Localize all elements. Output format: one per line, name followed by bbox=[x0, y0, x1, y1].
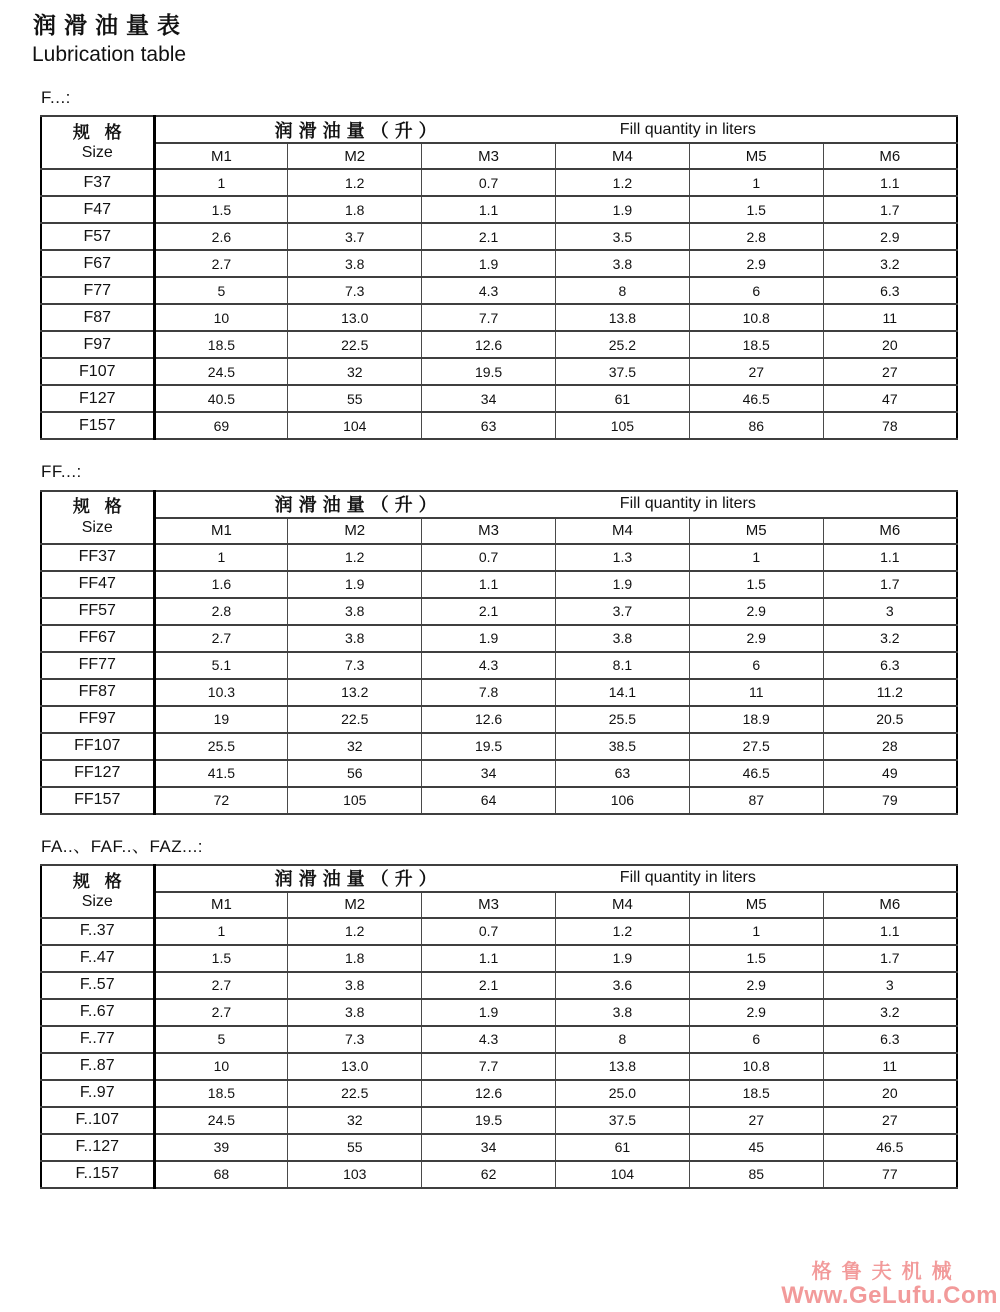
size-cell: F37 bbox=[41, 169, 154, 196]
value-cell: 1.5 bbox=[689, 945, 823, 972]
size-column-header bbox=[41, 116, 154, 169]
watermark-url: Www.GeLufu.Com bbox=[781, 1281, 998, 1309]
value-cell: 1.1 bbox=[823, 169, 957, 196]
value-cell: 64 bbox=[422, 787, 556, 814]
value-cell: 1.8 bbox=[288, 196, 422, 223]
table-row bbox=[41, 706, 957, 733]
value-cell: 1.9 bbox=[555, 945, 689, 972]
value-cell: 1.2 bbox=[555, 169, 689, 196]
value-cell: 11 bbox=[823, 1053, 957, 1080]
value-cell: 3.2 bbox=[823, 999, 957, 1026]
table-row bbox=[41, 679, 957, 706]
value-cell: 3.8 bbox=[555, 250, 689, 277]
column-header-m3: M3 bbox=[422, 143, 556, 169]
size-cell: F157 bbox=[41, 412, 154, 439]
value-cell: 2.7 bbox=[154, 250, 288, 277]
value-cell: 49 bbox=[823, 760, 957, 787]
fill-quantity-label-en: Fill quantity in liters bbox=[619, 869, 756, 887]
value-cell: 62 bbox=[422, 1161, 556, 1188]
value-cell: 19 bbox=[154, 706, 288, 733]
table-row bbox=[41, 598, 957, 625]
table-row bbox=[41, 304, 957, 331]
value-cell: 1.7 bbox=[823, 196, 957, 223]
watermark-company: 格鲁夫机械 bbox=[811, 1260, 962, 1283]
value-cell: 20 bbox=[823, 1080, 957, 1107]
value-cell: 3 bbox=[823, 972, 957, 999]
size-cell: F97 bbox=[41, 331, 154, 358]
value-cell: 1 bbox=[154, 544, 288, 571]
value-cell: 2.8 bbox=[154, 598, 288, 625]
value-cell: 2.1 bbox=[422, 223, 556, 250]
value-cell: 22.5 bbox=[288, 331, 422, 358]
value-cell: 1.1 bbox=[422, 945, 556, 972]
lubrication-table-fa-faf-faz bbox=[40, 864, 958, 1189]
value-cell: 63 bbox=[555, 760, 689, 787]
value-cell: 13.8 bbox=[555, 304, 689, 331]
section-heading-fa-faf-faz: FA..、FAF..、FAZ...: bbox=[41, 836, 204, 856]
value-cell: 104 bbox=[555, 1161, 689, 1188]
value-cell: 2.7 bbox=[154, 625, 288, 652]
value-cell: 1.5 bbox=[154, 945, 288, 972]
value-cell: 1.7 bbox=[823, 571, 957, 598]
table-row bbox=[41, 169, 957, 196]
fill-quantity-header bbox=[154, 116, 957, 143]
table-row bbox=[41, 196, 957, 223]
column-header-m6: M6 bbox=[823, 892, 957, 918]
value-cell: 105 bbox=[288, 787, 422, 814]
table-row bbox=[41, 787, 957, 814]
value-cell: 2.7 bbox=[154, 999, 288, 1026]
value-cell: 12.6 bbox=[422, 1080, 556, 1107]
size-cell: F..57 bbox=[41, 972, 154, 999]
value-cell: 1.8 bbox=[288, 945, 422, 972]
size-cell: FF47 bbox=[41, 571, 154, 598]
value-cell: 6.3 bbox=[823, 1026, 957, 1053]
value-cell: 1.9 bbox=[422, 625, 556, 652]
value-cell: 1.6 bbox=[154, 571, 288, 598]
table-header-row bbox=[41, 116, 957, 143]
value-cell: 1.2 bbox=[288, 918, 422, 945]
size-column-header bbox=[41, 865, 154, 918]
value-cell: 12.6 bbox=[422, 706, 556, 733]
value-cell: 2.1 bbox=[422, 972, 556, 999]
value-cell: 37.5 bbox=[555, 1107, 689, 1134]
value-cell: 20 bbox=[823, 331, 957, 358]
value-cell: 8 bbox=[555, 1026, 689, 1053]
size-cell: F..157 bbox=[41, 1161, 154, 1188]
value-cell: 1.1 bbox=[422, 571, 556, 598]
value-cell: 46.5 bbox=[689, 385, 823, 412]
value-cell: 1.2 bbox=[555, 918, 689, 945]
size-cell: F87 bbox=[41, 304, 154, 331]
table-row bbox=[41, 571, 957, 598]
value-cell: 1.1 bbox=[823, 544, 957, 571]
size-cell: F..67 bbox=[41, 999, 154, 1026]
size-label-zh: 规 格 bbox=[72, 497, 127, 517]
value-cell: 3.6 bbox=[555, 972, 689, 999]
table-row bbox=[41, 652, 957, 679]
value-cell: 27 bbox=[689, 1107, 823, 1134]
value-cell: 22.5 bbox=[288, 706, 422, 733]
column-header-m4: M4 bbox=[555, 892, 689, 918]
value-cell: 25.5 bbox=[154, 733, 288, 760]
value-cell: 11 bbox=[689, 679, 823, 706]
table-row bbox=[41, 972, 957, 999]
value-cell: 104 bbox=[288, 412, 422, 439]
fill-quantity-label-en: Fill quantity in liters bbox=[619, 495, 756, 513]
value-cell: 39 bbox=[154, 1134, 288, 1161]
table-row bbox=[41, 412, 957, 439]
fill-quantity-header bbox=[154, 865, 957, 892]
table-row bbox=[41, 625, 957, 652]
table-row bbox=[41, 760, 957, 787]
value-cell: 56 bbox=[288, 760, 422, 787]
value-cell: 2.9 bbox=[689, 250, 823, 277]
value-cell: 19.5 bbox=[422, 1107, 556, 1134]
value-cell: 4.3 bbox=[422, 1026, 556, 1053]
table-row bbox=[41, 250, 957, 277]
value-cell: 6.3 bbox=[823, 652, 957, 679]
column-header-m2: M2 bbox=[288, 143, 422, 169]
value-cell: 3.7 bbox=[555, 598, 689, 625]
value-cell: 1.7 bbox=[823, 945, 957, 972]
column-header-m5: M5 bbox=[689, 518, 823, 544]
value-cell: 32 bbox=[288, 733, 422, 760]
size-cell: F57 bbox=[41, 223, 154, 250]
value-cell: 86 bbox=[689, 412, 823, 439]
column-header-m1: M1 bbox=[154, 143, 288, 169]
value-cell: 3.2 bbox=[823, 250, 957, 277]
value-cell: 8.1 bbox=[555, 652, 689, 679]
page-title-en: Lubrication table bbox=[32, 42, 187, 66]
value-cell: 77 bbox=[823, 1161, 957, 1188]
size-label-en: Size bbox=[81, 893, 113, 911]
value-cell: 2.9 bbox=[689, 972, 823, 999]
value-cell: 2.1 bbox=[422, 598, 556, 625]
value-cell: 6 bbox=[689, 652, 823, 679]
value-cell: 19.5 bbox=[422, 358, 556, 385]
size-cell: FF37 bbox=[41, 544, 154, 571]
value-cell: 41.5 bbox=[154, 760, 288, 787]
value-cell: 1.2 bbox=[288, 544, 422, 571]
lubrication-table-f bbox=[40, 115, 958, 440]
table-row bbox=[41, 385, 957, 412]
value-cell: 10 bbox=[154, 1053, 288, 1080]
value-cell: 1.2 bbox=[288, 169, 422, 196]
value-cell: 55 bbox=[288, 1134, 422, 1161]
value-cell: 18.5 bbox=[154, 331, 288, 358]
value-cell: 18.5 bbox=[689, 331, 823, 358]
value-cell: 34 bbox=[422, 1134, 556, 1161]
value-cell: 1.3 bbox=[555, 544, 689, 571]
column-header-m5: M5 bbox=[689, 143, 823, 169]
value-cell: 11 bbox=[823, 304, 957, 331]
column-header-m1: M1 bbox=[154, 518, 288, 544]
size-cell: F127 bbox=[41, 385, 154, 412]
table-row bbox=[41, 358, 957, 385]
value-cell: 3.2 bbox=[823, 625, 957, 652]
value-cell: 22.5 bbox=[288, 1080, 422, 1107]
value-cell: 3.8 bbox=[288, 972, 422, 999]
value-cell: 13.8 bbox=[555, 1053, 689, 1080]
size-cell: F..77 bbox=[41, 1026, 154, 1053]
value-cell: 1 bbox=[689, 544, 823, 571]
size-cell: FF57 bbox=[41, 598, 154, 625]
value-cell: 13.0 bbox=[288, 1053, 422, 1080]
value-cell: 3.8 bbox=[288, 598, 422, 625]
table-row bbox=[41, 544, 957, 571]
size-cell: F67 bbox=[41, 250, 154, 277]
size-cell: F107 bbox=[41, 358, 154, 385]
value-cell: 2.7 bbox=[154, 972, 288, 999]
value-cell: 1 bbox=[689, 918, 823, 945]
table-row bbox=[41, 1107, 957, 1134]
value-cell: 1.5 bbox=[689, 196, 823, 223]
size-label-en: Size bbox=[81, 144, 113, 162]
value-cell: 7.3 bbox=[288, 652, 422, 679]
m-columns-row bbox=[41, 143, 957, 169]
m-columns-row bbox=[41, 518, 957, 544]
value-cell: 2.6 bbox=[154, 223, 288, 250]
value-cell: 1.1 bbox=[823, 918, 957, 945]
value-cell: 3.8 bbox=[288, 625, 422, 652]
table-row bbox=[41, 277, 957, 304]
value-cell: 45 bbox=[689, 1134, 823, 1161]
column-header-m3: M3 bbox=[422, 518, 556, 544]
column-header-m6: M6 bbox=[823, 143, 957, 169]
value-cell: 2.9 bbox=[823, 223, 957, 250]
fill-quantity-label-en: Fill quantity in liters bbox=[619, 120, 756, 138]
size-cell: FF67 bbox=[41, 625, 154, 652]
value-cell: 79 bbox=[823, 787, 957, 814]
value-cell: 25.0 bbox=[555, 1080, 689, 1107]
value-cell: 10 bbox=[154, 304, 288, 331]
value-cell: 24.5 bbox=[154, 1107, 288, 1134]
value-cell: 85 bbox=[689, 1161, 823, 1188]
value-cell: 12.6 bbox=[422, 331, 556, 358]
value-cell: 0.7 bbox=[422, 169, 556, 196]
table-row bbox=[41, 999, 957, 1026]
value-cell: 6.3 bbox=[823, 277, 957, 304]
column-header-m2: M2 bbox=[288, 892, 422, 918]
value-cell: 5 bbox=[154, 1026, 288, 1053]
column-header-m2: M2 bbox=[288, 518, 422, 544]
value-cell: 18.5 bbox=[154, 1080, 288, 1107]
value-cell: 3.8 bbox=[288, 250, 422, 277]
value-cell: 61 bbox=[555, 385, 689, 412]
size-cell: F47 bbox=[41, 196, 154, 223]
column-header-m6: M6 bbox=[823, 518, 957, 544]
value-cell: 18.9 bbox=[689, 706, 823, 733]
value-cell: 5.1 bbox=[154, 652, 288, 679]
table-row bbox=[41, 733, 957, 760]
table-row bbox=[41, 1080, 957, 1107]
size-column-header bbox=[41, 491, 154, 544]
value-cell: 32 bbox=[288, 358, 422, 385]
table-row bbox=[41, 945, 957, 972]
section-heading-ff: FF...: bbox=[41, 462, 82, 482]
size-cell: FF87 bbox=[41, 679, 154, 706]
column-header-m4: M4 bbox=[555, 143, 689, 169]
fill-quantity-label-zh: 润滑油量（升） bbox=[274, 869, 443, 890]
value-cell: 25.2 bbox=[555, 331, 689, 358]
size-cell: FF97 bbox=[41, 706, 154, 733]
value-cell: 7.7 bbox=[422, 304, 556, 331]
value-cell: 47 bbox=[823, 385, 957, 412]
value-cell: 4.3 bbox=[422, 652, 556, 679]
value-cell: 4.3 bbox=[422, 277, 556, 304]
value-cell: 69 bbox=[154, 412, 288, 439]
value-cell: 1 bbox=[689, 169, 823, 196]
size-cell: F77 bbox=[41, 277, 154, 304]
value-cell: 8 bbox=[555, 277, 689, 304]
size-cell: FF157 bbox=[41, 787, 154, 814]
value-cell: 18.5 bbox=[689, 1080, 823, 1107]
value-cell: 105 bbox=[555, 412, 689, 439]
column-header-m1: M1 bbox=[154, 892, 288, 918]
value-cell: 10.3 bbox=[154, 679, 288, 706]
value-cell: 1.9 bbox=[555, 571, 689, 598]
size-label-en: Size bbox=[81, 518, 113, 536]
value-cell: 103 bbox=[288, 1161, 422, 1188]
section-heading-f: F...: bbox=[41, 87, 71, 107]
m-columns-row bbox=[41, 892, 957, 918]
value-cell: 3.5 bbox=[555, 223, 689, 250]
value-cell: 3.8 bbox=[555, 999, 689, 1026]
size-label-zh: 规 格 bbox=[72, 871, 127, 891]
value-cell: 68 bbox=[154, 1161, 288, 1188]
column-header-m5: M5 bbox=[689, 892, 823, 918]
value-cell: 19.5 bbox=[422, 733, 556, 760]
value-cell: 63 bbox=[422, 412, 556, 439]
value-cell: 3.8 bbox=[288, 999, 422, 1026]
column-header-m3: M3 bbox=[422, 892, 556, 918]
value-cell: 32 bbox=[288, 1107, 422, 1134]
size-cell: FF77 bbox=[41, 652, 154, 679]
value-cell: 1.9 bbox=[555, 196, 689, 223]
value-cell: 6 bbox=[689, 1026, 823, 1053]
value-cell: 2.9 bbox=[689, 598, 823, 625]
value-cell: 40.5 bbox=[154, 385, 288, 412]
table-header-row bbox=[41, 491, 957, 518]
table-row bbox=[41, 1053, 957, 1080]
value-cell: 87 bbox=[689, 787, 823, 814]
value-cell: 106 bbox=[555, 787, 689, 814]
table-row bbox=[41, 918, 957, 945]
value-cell: 7.3 bbox=[288, 277, 422, 304]
value-cell: 1.9 bbox=[422, 250, 556, 277]
value-cell: 20.5 bbox=[823, 706, 957, 733]
value-cell: 27 bbox=[823, 358, 957, 385]
value-cell: 3.7 bbox=[288, 223, 422, 250]
value-cell: 10.8 bbox=[689, 1053, 823, 1080]
value-cell: 34 bbox=[422, 385, 556, 412]
value-cell: 10.8 bbox=[689, 304, 823, 331]
size-cell: F..47 bbox=[41, 945, 154, 972]
value-cell: 1.5 bbox=[154, 196, 288, 223]
table-row bbox=[41, 223, 957, 250]
value-cell: 1.1 bbox=[422, 196, 556, 223]
value-cell: 34 bbox=[422, 760, 556, 787]
size-cell: FF127 bbox=[41, 760, 154, 787]
value-cell: 1.9 bbox=[422, 999, 556, 1026]
value-cell: 78 bbox=[823, 412, 957, 439]
value-cell: 1 bbox=[154, 169, 288, 196]
watermark bbox=[781, 1261, 998, 1308]
value-cell: 3 bbox=[823, 598, 957, 625]
size-cell: F..37 bbox=[41, 918, 154, 945]
value-cell: 25.5 bbox=[555, 706, 689, 733]
value-cell: 38.5 bbox=[555, 733, 689, 760]
table-header-row bbox=[41, 865, 957, 892]
value-cell: 27.5 bbox=[689, 733, 823, 760]
value-cell: 7.8 bbox=[422, 679, 556, 706]
value-cell: 14.1 bbox=[555, 679, 689, 706]
value-cell: 1.9 bbox=[288, 571, 422, 598]
value-cell: 2.9 bbox=[689, 999, 823, 1026]
fill-quantity-label-zh: 润滑油量（升） bbox=[274, 495, 443, 516]
size-cell: FF107 bbox=[41, 733, 154, 760]
fill-quantity-label-zh: 润滑油量（升） bbox=[274, 120, 443, 141]
lubrication-table-ff bbox=[40, 490, 958, 815]
value-cell: 3.8 bbox=[555, 625, 689, 652]
value-cell: 0.7 bbox=[422, 544, 556, 571]
value-cell: 7.7 bbox=[422, 1053, 556, 1080]
table-row bbox=[41, 1134, 957, 1161]
value-cell: 27 bbox=[689, 358, 823, 385]
size-cell: F..87 bbox=[41, 1053, 154, 1080]
value-cell: 37.5 bbox=[555, 358, 689, 385]
value-cell: 11.2 bbox=[823, 679, 957, 706]
value-cell: 0.7 bbox=[422, 918, 556, 945]
value-cell: 27 bbox=[823, 1107, 957, 1134]
size-cell: F..127 bbox=[41, 1134, 154, 1161]
value-cell: 5 bbox=[154, 277, 288, 304]
value-cell: 46.5 bbox=[689, 760, 823, 787]
fill-quantity-header bbox=[154, 491, 957, 518]
value-cell: 1 bbox=[154, 918, 288, 945]
value-cell: 7.3 bbox=[288, 1026, 422, 1053]
value-cell: 46.5 bbox=[823, 1134, 957, 1161]
value-cell: 6 bbox=[689, 277, 823, 304]
value-cell: 1.5 bbox=[689, 571, 823, 598]
value-cell: 61 bbox=[555, 1134, 689, 1161]
table-row bbox=[41, 1026, 957, 1053]
value-cell: 13.2 bbox=[288, 679, 422, 706]
column-header-m4: M4 bbox=[555, 518, 689, 544]
value-cell: 13.0 bbox=[288, 304, 422, 331]
value-cell: 28 bbox=[823, 733, 957, 760]
value-cell: 2.9 bbox=[689, 625, 823, 652]
value-cell: 2.8 bbox=[689, 223, 823, 250]
size-label-zh: 规 格 bbox=[72, 123, 127, 142]
value-cell: 72 bbox=[154, 787, 288, 814]
page-title-zh: 润滑油量表 bbox=[33, 12, 188, 38]
value-cell: 55 bbox=[288, 385, 422, 412]
table-row bbox=[41, 1161, 957, 1188]
size-cell: F..97 bbox=[41, 1080, 154, 1107]
value-cell: 24.5 bbox=[154, 358, 288, 385]
table-row bbox=[41, 331, 957, 358]
size-cell: F..107 bbox=[41, 1107, 154, 1134]
